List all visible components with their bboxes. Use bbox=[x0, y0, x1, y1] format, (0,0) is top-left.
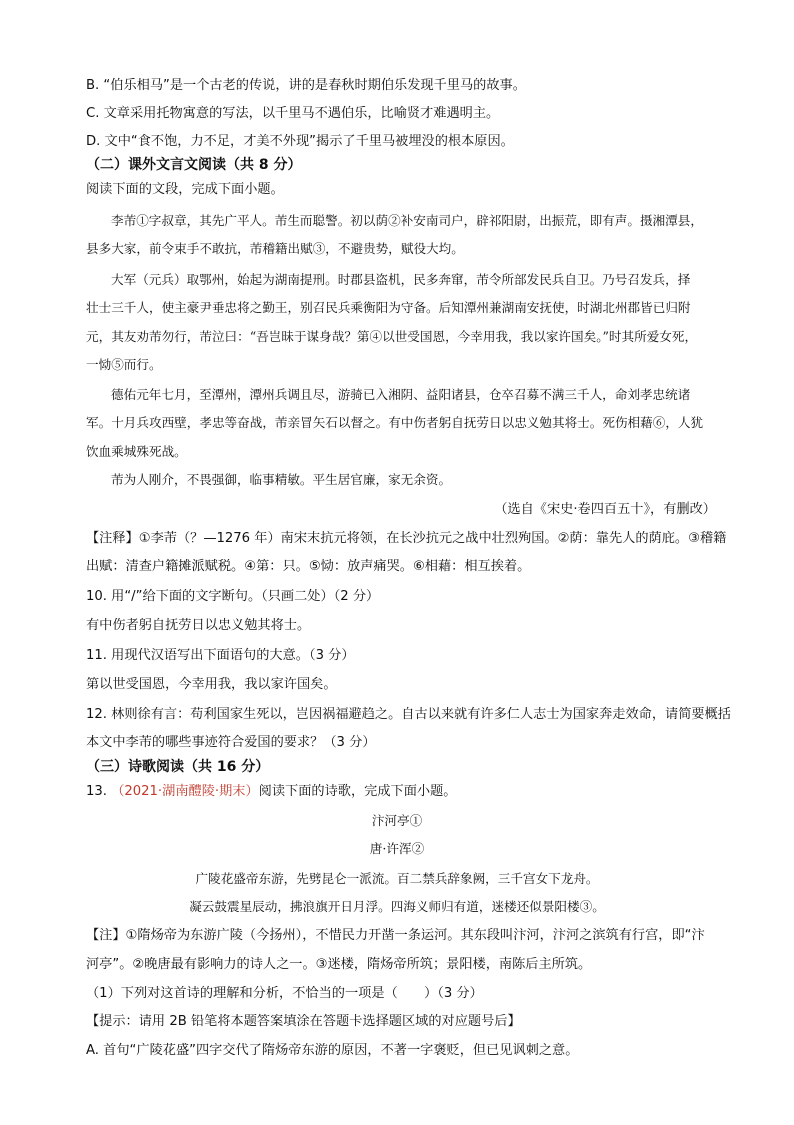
option-a: A. 首句“广陵花盛”四字交代了隋炀帝东游的原因，不著一字褒贬，但已见讽刺之意。 bbox=[86, 1043, 579, 1058]
option-b: B. “伯乐相马”是一个古老的传说，讲的是春秋时期伯乐发现千里马的故事。 bbox=[86, 78, 526, 93]
passage-line: 一恸⑤而行。 bbox=[86, 357, 162, 372]
poem-annotation: 【注】①隋炀帝为东游广陵（今扬州），不惜民力开凿一条运河。其东段叫汴河，汴河之滨筑有行宫，即“汴 bbox=[86, 928, 705, 943]
question-13-source: （2021·湖南醴陵·期末） bbox=[111, 784, 259, 799]
section3-title: （三）诗歌阅读（共 16 分） bbox=[86, 759, 270, 775]
passage-line: 元，其友劝芾勿行，芾泣曰：“吾岂昧于谋身哉？第④以世受国恩，今幸用我，我以家许国矣。”时其所爱女死， bbox=[86, 329, 698, 344]
question-10: 10. 用“/”给下面的文字断句。（只画二处）（2 分） bbox=[86, 589, 380, 604]
poem-title: 汴河亭① bbox=[371, 813, 423, 828]
question-10-text: 有中伤者躬自抚劳日以忠义勉其将士。 bbox=[86, 618, 311, 633]
passage-line: 德佑元年七月，至潭州，潭州兵调且尽，游骑已入湘阴、益阳诸县，仓卒召募不满三千人，命刘孝忠统诸 bbox=[111, 387, 691, 402]
passage-line: 饮血乘城殊死战。 bbox=[86, 444, 187, 459]
passage-line: 军。十月兵攻西壁，孝忠等奋战，芾亲冒矢石以督之。有中伤者躬自抚劳日以忠义勉其将士。死伤相藉⑥，人犹 bbox=[86, 415, 704, 430]
question-11-text: 第以世受国恩，今幸用我，我以家许国矣。 bbox=[86, 677, 337, 692]
sub-question-1: （1）下列对这首诗的理解和分析，不恰当的一项是（ ）（3 分） bbox=[86, 986, 483, 1001]
question-12: 本文中李芾的哪些事迹符合爱国的要求？（3 分） bbox=[86, 735, 376, 750]
question-13-instruction: 阅读下面的诗歌，完成下面小题。 bbox=[258, 784, 457, 799]
section2-instruction: 阅读下面的文段，完成下面小题。 bbox=[86, 182, 284, 197]
question-13-number: 13. bbox=[86, 784, 107, 799]
poem-line: 广陵花盛帝东游，先劈昆仑一派流。百二禁兵辞象阙，三千宫女下龙舟。 bbox=[195, 871, 599, 886]
question-13 bbox=[86, 783, 456, 801]
passage-line: 芾为人刚介，不畏强御，临事精敏。平生居官廉，家无余资。 bbox=[111, 472, 452, 487]
poem-annotation: 河亭”。②晚唐最有影响力的诗人之一。③迷楼，隋炀帝所筑；景阳楼，南陈后主所筑。 bbox=[86, 957, 592, 972]
annotation: 出赋：清查户籍摊派赋税。④第：只。⑤恸：放声痛哭。⑥相藉：相互挨着。 bbox=[86, 559, 531, 574]
question-12: 12. 林则徐有言：苟利国家生死以，岂因祸福避趋之。自古以来就有许多仁人志士为国家奔走效命，请简要概括 bbox=[86, 707, 731, 722]
passage-line: 县多大家，前令束手不敢抗，芾稽籍出赋③，不避贵势，赋役大均。 bbox=[86, 241, 464, 256]
section2-title: （二）课外文言文阅读（共 8 分） bbox=[86, 157, 302, 173]
annotation: 【注释】①李芾（？—1276 年）南宋末抗元将领，在长沙抗元之战中壮烈殉国。②荫：靠先人的荫庇。③稽籍 bbox=[86, 531, 727, 546]
passage-line: 大军（元兵）取鄂州，始起为湖南提刑。时郡县盗机，民多奔窜，芾令所部发民兵自卫。乃号召发兵，择 bbox=[111, 272, 691, 287]
poem-line: 凝云鼓震星辰动，拂浪旗开日月浮。四海义师归有道，迷楼还似景阳楼③。 bbox=[189, 899, 605, 914]
answer-hint: 【提示：请用 2B 铅笔将本题答案填涂在答题卡选择题区域的对应题号后】 bbox=[86, 1014, 521, 1029]
passage-line: 壮士三千人，使主豪尹垂忠将之勤王，别召民兵乘衡阳为守备。后知潭州兼湖南安抚使，时湖北州郡皆已归附 bbox=[86, 300, 691, 315]
passage-source: （选自《宋史·卷四百五十》，有删改） bbox=[494, 502, 716, 517]
passage-line: 李芾①字叔章，其先广平人。芾生而聪警。初以荫②补安南司户，辟祁阳尉，出振荒，即有声。摄湘潭县， bbox=[111, 213, 703, 228]
option-c: C. 文章采用托物寓意的写法，以千里马不遇伯乐，比喻贤才难遇明主。 bbox=[86, 106, 500, 121]
option-d: D. 文中“食不饱，力不足，才美不外现”揭示了千里马被埋没的根本原因。 bbox=[86, 134, 514, 149]
question-11: 11. 用现代汉语写出下面语句的大意。（3 分） bbox=[86, 648, 355, 663]
poem-author: 唐·许浑② bbox=[369, 841, 425, 856]
